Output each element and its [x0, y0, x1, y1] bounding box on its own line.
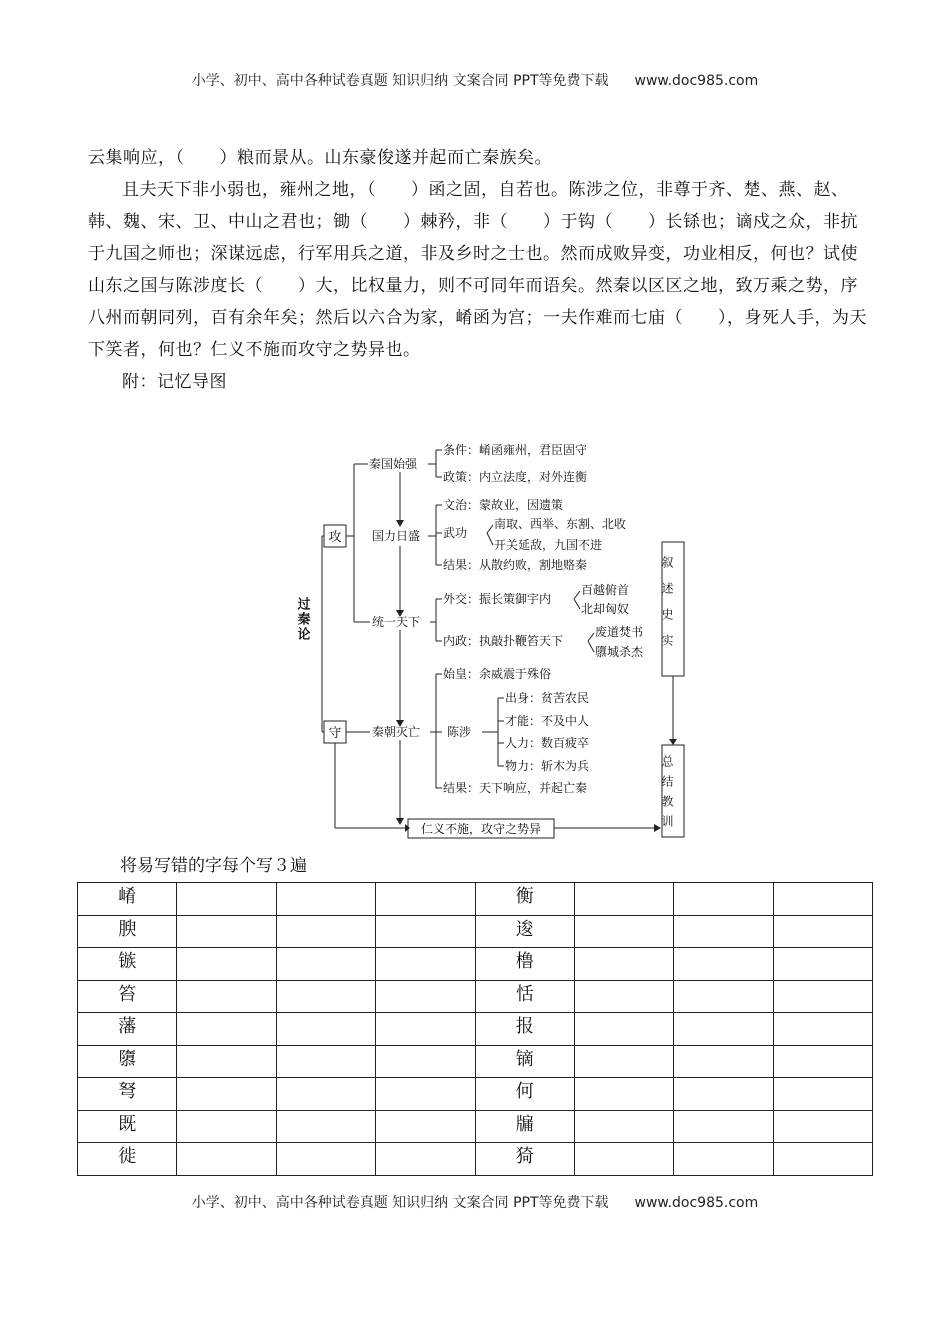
practice-blank-cell[interactable]	[574, 980, 673, 1013]
practice-blank-cell[interactable]	[674, 883, 773, 916]
practice-blank-cell[interactable]	[773, 883, 872, 916]
branch-prosper-result: 结果：从散约败，割地赂秦	[443, 558, 588, 572]
practice-blank-cell[interactable]	[674, 1143, 773, 1176]
practice-blank-cell[interactable]	[177, 1045, 276, 1078]
practice-table	[77, 882, 873, 1176]
practice-blank-cell[interactable]	[674, 1078, 773, 1111]
practice-blank-cell[interactable]	[674, 948, 773, 981]
practice-blank-cell[interactable]	[376, 1143, 475, 1176]
practice-blank-cell[interactable]	[574, 1078, 673, 1111]
branch-rise-policy: 政策：内立法度，对外连衡	[443, 470, 588, 484]
practice-blank-cell[interactable]	[574, 1143, 673, 1176]
practice-char-left: 弩	[78, 1078, 177, 1111]
practice-blank-cell[interactable]	[276, 883, 375, 916]
branch-unify-domestic: 内政：执敲扑鞭笞天下	[443, 634, 564, 648]
practice-char-right: 报	[475, 1013, 574, 1046]
branch-prosper: 国力日盛	[372, 529, 421, 543]
branch-prosper-military-a: 南取、西举、东割、北收	[494, 517, 627, 531]
practice-blank-cell[interactable]	[177, 1143, 276, 1176]
practice-blank-cell[interactable]	[376, 948, 475, 981]
practice-char-right: 牖	[475, 1110, 574, 1143]
practice-char-right: 镝	[475, 1045, 574, 1078]
practice-blank-cell[interactable]	[376, 1078, 475, 1111]
table-row	[78, 1078, 873, 1111]
memory-mindmap	[290, 432, 690, 842]
conclusion-text: 仁义不施，攻守之势异	[420, 822, 542, 836]
chenshe-talent: 才能：不及中人	[505, 714, 590, 728]
passage-line-1: 云集响应，（ ）粮而景从。山东豪俊遂并起而亡秦族矣。	[88, 148, 552, 168]
branch-unify-domestic-b: 隳城杀杰	[595, 645, 644, 659]
branch-fall: 秦朝灭亡	[372, 725, 421, 739]
practice-blank-cell[interactable]	[376, 1110, 475, 1143]
practice-blank-cell[interactable]	[376, 1013, 475, 1046]
practice-blank-cell[interactable]	[376, 1045, 475, 1078]
practice-blank-cell[interactable]	[773, 948, 872, 981]
practice-blank-cell[interactable]	[177, 915, 276, 948]
practice-blank-cell[interactable]	[773, 1045, 872, 1078]
passage	[88, 142, 868, 398]
header-url[interactable]: www.doc985.com	[634, 73, 759, 89]
practice-char-right: 恬	[475, 980, 574, 1013]
table-row	[78, 1013, 873, 1046]
practice-caption: 将易写错的字每个写３遍	[120, 856, 307, 876]
practice-blank-cell[interactable]	[276, 1013, 375, 1046]
branch-unify-diplomacy-a: 百越俯首	[581, 583, 630, 597]
practice-blank-cell[interactable]	[376, 980, 475, 1013]
practice-blank-cell[interactable]	[674, 980, 773, 1013]
branch-fall-result: 结果：天下响应，并起亡秦	[443, 781, 588, 795]
practice-blank-cell[interactable]	[276, 1110, 375, 1143]
branch-rise: 秦国始强	[369, 457, 418, 471]
practice-blank-cell[interactable]	[276, 915, 375, 948]
practice-blank-cell[interactable]	[574, 1013, 673, 1046]
table-row	[78, 1110, 873, 1143]
header-text: 小学、初中、高中各种试卷真题 知识归纳 文案合同 PPT等免费下载	[191, 73, 609, 89]
practice-blank-cell[interactable]	[574, 883, 673, 916]
practice-blank-cell[interactable]	[773, 1143, 872, 1176]
branch-fall-emperor: 始皇：余威震于殊俗	[443, 667, 552, 681]
practice-blank-cell[interactable]	[574, 948, 673, 981]
practice-blank-cell[interactable]	[276, 980, 375, 1013]
table-row	[78, 948, 873, 981]
practice-char-left: 既	[78, 1110, 177, 1143]
practice-blank-cell[interactable]	[674, 1110, 773, 1143]
branch-unify: 统一天下	[372, 615, 421, 629]
practice-blank-cell[interactable]	[276, 948, 375, 981]
table-row	[78, 915, 873, 948]
branch-rise-cond: 条件：崤函雍州，君臣固守	[443, 443, 588, 457]
practice-blank-cell[interactable]	[177, 883, 276, 916]
practice-char-right: 衡	[475, 883, 574, 916]
practice-blank-cell[interactable]	[276, 1143, 375, 1176]
branch-prosper-military-b: 开关延敌，九国不进	[494, 538, 603, 552]
summary-box-text: 总结教训	[660, 755, 674, 835]
table-row	[78, 883, 873, 916]
table-row	[78, 1045, 873, 1078]
appendix-label: 附：记忆导图	[122, 372, 227, 392]
practice-char-right: 橹	[475, 948, 574, 981]
branch-prosper-military: 武功	[443, 526, 468, 540]
practice-char-left: 笞	[78, 980, 177, 1013]
chenshe-manpower: 人力：数百疲卒	[505, 736, 590, 750]
passage-paragraph-2: 且夫天下非小弱也，雍州之地，（ ）函之固，自若也。陈涉之位，非尊于齐、楚、燕、赵、韩、魏、宋、卫、中山之君也；锄（ ）棘矜，非（ ）于钩（ ）长铩也；谪戍之众，非抗于九国之师也；深谋远虑，行军用兵之道，非及乡时之士也。然而成败异变，功业相反，何也？试使山东之国与陈涉度长（ ）大，比权量力，则不可同年而语矣。然秦以区区之地，致万乘之势，序八州而朝同列，百有余年矣；然后以六合为家，崤函为宫；一夫作难而七庙（ ），身死人手，为天下笑者，何也？仁义不施而攻守之势异也。	[88, 180, 867, 360]
table-row	[78, 1143, 873, 1176]
practice-char-left: 镞	[78, 948, 177, 981]
practice-blank-cell[interactable]	[376, 883, 475, 916]
branch-unify-diplomacy-b: 北却匈奴	[581, 602, 630, 616]
footer-text: 小学、初中、高中各种试卷真题 知识归纳 文案合同 PPT等免费下载	[191, 1195, 609, 1211]
practice-blank-cell[interactable]	[177, 948, 276, 981]
defend-label: 守	[328, 726, 342, 741]
practice-blank-cell[interactable]	[773, 980, 872, 1013]
practice-blank-cell[interactable]	[376, 915, 475, 948]
attack-label: 攻	[328, 530, 342, 545]
narrate-box-text: 叙述史实	[660, 556, 674, 660]
practice-blank-cell[interactable]	[773, 1110, 872, 1143]
practice-char-left: 藩	[78, 1013, 177, 1046]
practice-blank-cell[interactable]	[674, 1045, 773, 1078]
practice-blank-cell[interactable]	[177, 980, 276, 1013]
root-label: 过秦论	[294, 597, 310, 642]
practice-blank-cell[interactable]	[177, 1110, 276, 1143]
practice-blank-cell[interactable]	[773, 1013, 872, 1046]
practice-char-left: 崤	[78, 883, 177, 916]
chenshe-material: 物力：斩木为兵	[505, 759, 590, 773]
page-footer	[0, 1192, 950, 1212]
practice-blank-cell[interactable]	[574, 1110, 673, 1143]
practice-char-left: 腴	[78, 915, 177, 948]
practice-blank-cell[interactable]	[276, 1045, 375, 1078]
table-row	[78, 980, 873, 1013]
practice-char-right: 猗	[475, 1143, 574, 1176]
practice-blank-cell[interactable]	[773, 1078, 872, 1111]
branch-prosper-civil: 文治：蒙故业，因遗策	[443, 498, 564, 512]
practice-blank-cell[interactable]	[574, 915, 673, 948]
practice-blank-cell[interactable]	[177, 1013, 276, 1046]
practice-char-left: 徙	[78, 1143, 177, 1176]
branch-unify-diplomacy: 外交：振长策御宇内	[443, 592, 552, 606]
practice-char-right: 何	[475, 1078, 574, 1111]
branch-fall-chenshe: 陈涉	[447, 725, 472, 739]
practice-blank-cell[interactable]	[674, 915, 773, 948]
chenshe-origin: 出身：贫苦农民	[505, 691, 590, 705]
practice-char-left: 隳	[78, 1045, 177, 1078]
practice-blank-cell[interactable]	[674, 1013, 773, 1046]
practice-char-right: 逡	[475, 915, 574, 948]
practice-blank-cell[interactable]	[276, 1078, 375, 1111]
practice-blank-cell[interactable]	[177, 1078, 276, 1111]
footer-url[interactable]: www.doc985.com	[634, 1195, 759, 1211]
branch-unify-domestic-a: 废道焚书	[595, 625, 644, 639]
practice-blank-cell[interactable]	[574, 1045, 673, 1078]
page-header	[0, 70, 950, 90]
practice-blank-cell[interactable]	[773, 915, 872, 948]
